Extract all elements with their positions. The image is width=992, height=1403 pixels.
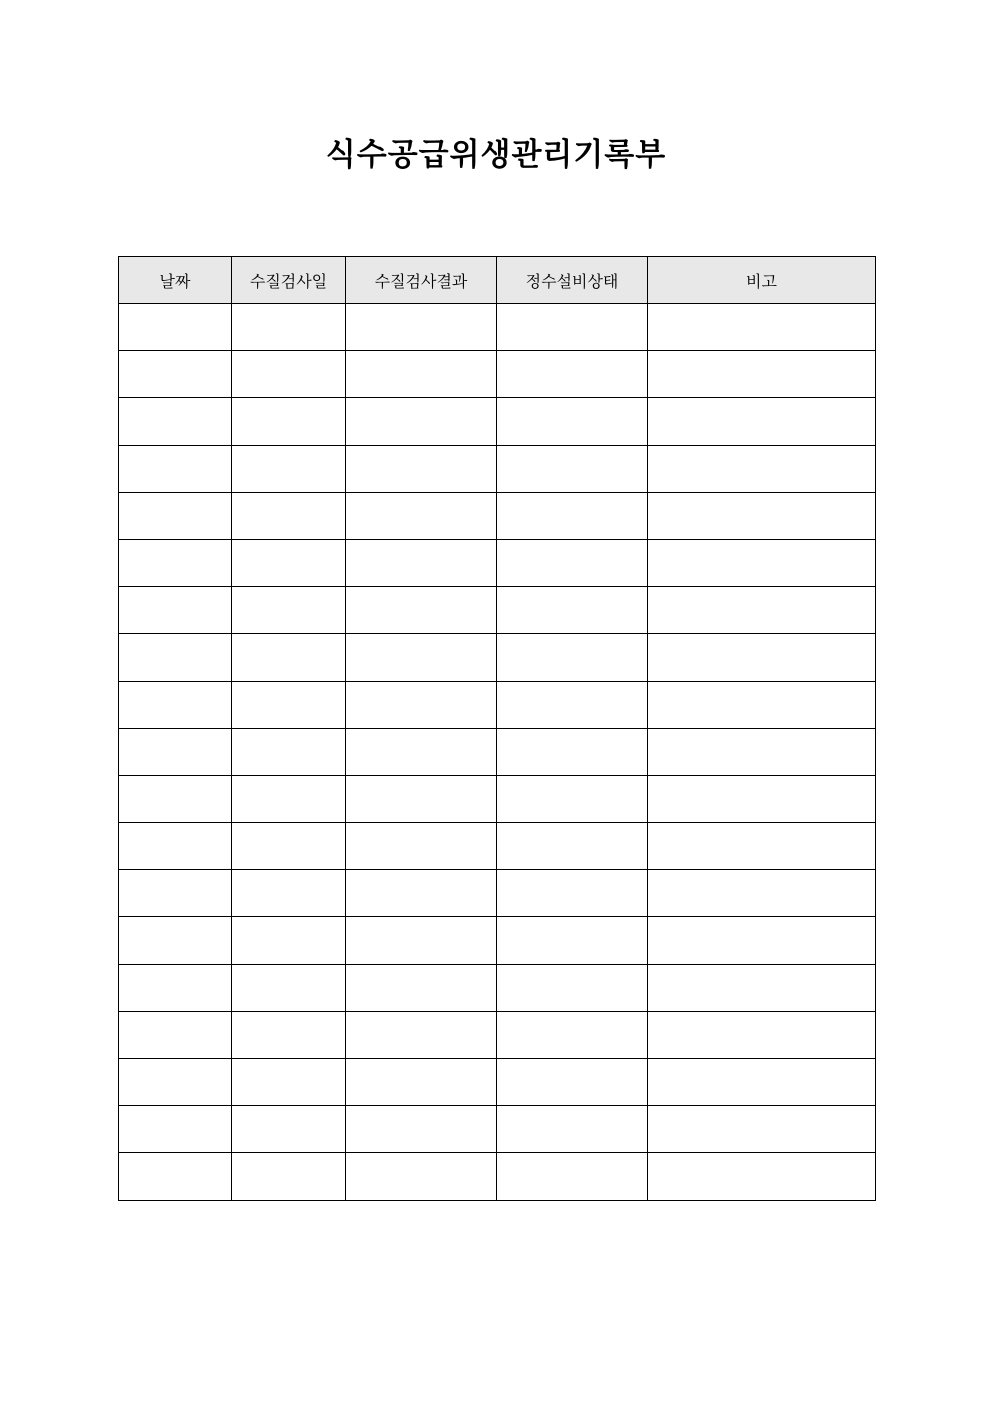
remarks-cell[interactable] [648,870,876,917]
date-cell[interactable] [119,823,232,870]
table-row [119,870,876,917]
date-cell[interactable] [119,870,232,917]
inspection-result-cell[interactable] [346,1153,497,1200]
purifier-status-cell[interactable] [497,492,648,539]
header-purifier-status: 정수설비상태 [497,257,648,304]
remarks-cell[interactable] [648,917,876,964]
inspection-result-cell[interactable] [346,1059,497,1106]
remarks-cell[interactable] [648,964,876,1011]
purifier-status-cell[interactable] [497,587,648,634]
table-row [119,728,876,775]
inspection-date-cell[interactable] [232,634,346,681]
table-body [119,304,876,1201]
purifier-status-cell[interactable] [497,304,648,351]
remarks-cell[interactable] [648,823,876,870]
inspection-result-cell[interactable] [346,775,497,822]
table-header [119,257,876,304]
remarks-cell[interactable] [648,775,876,822]
remarks-cell[interactable] [648,1153,876,1200]
inspection-date-cell[interactable] [232,1059,346,1106]
date-cell[interactable] [119,775,232,822]
table-row [119,964,876,1011]
purifier-status-cell[interactable] [497,728,648,775]
date-cell[interactable] [119,398,232,445]
inspection-result-cell[interactable] [346,917,497,964]
inspection-result-cell[interactable] [346,1011,497,1058]
header-inspection-result: 수질검사결과 [346,257,497,304]
inspection-date-cell[interactable] [232,398,346,445]
remarks-cell[interactable] [648,634,876,681]
date-cell[interactable] [119,304,232,351]
purifier-status-cell[interactable] [497,1011,648,1058]
purifier-status-cell[interactable] [497,775,648,822]
inspection-result-cell[interactable] [346,870,497,917]
table-row [119,445,876,492]
inspection-date-cell[interactable] [232,445,346,492]
inspection-result-cell[interactable] [346,681,497,728]
inspection-date-cell[interactable] [232,587,346,634]
inspection-date-cell[interactable] [232,492,346,539]
date-cell[interactable] [119,964,232,1011]
table-row [119,539,876,586]
table-row [119,1106,876,1153]
table-row [119,681,876,728]
table-row [119,398,876,445]
table-row [119,1011,876,1058]
inspection-date-cell[interactable] [232,1153,346,1200]
inspection-result-cell[interactable] [346,492,497,539]
inspection-date-cell[interactable] [232,964,346,1011]
inspection-result-cell[interactable] [346,964,497,1011]
inspection-result-cell[interactable] [346,728,497,775]
purifier-status-cell[interactable] [497,539,648,586]
purifier-status-cell[interactable] [497,1153,648,1200]
inspection-date-cell[interactable] [232,870,346,917]
purifier-status-cell[interactable] [497,823,648,870]
remarks-cell[interactable] [648,351,876,398]
table-row [119,1059,876,1106]
table-row [119,1153,876,1200]
table-row [119,351,876,398]
date-cell[interactable] [119,1106,232,1153]
purifier-status-cell[interactable] [497,870,648,917]
inspection-date-cell[interactable] [232,728,346,775]
table-row [119,587,876,634]
inspection-result-cell[interactable] [346,539,497,586]
header-date: 날짜 [119,257,232,304]
inspection-date-cell[interactable] [232,681,346,728]
remarks-cell[interactable] [648,728,876,775]
record-table [118,256,876,1201]
inspection-result-cell[interactable] [346,634,497,681]
date-cell[interactable] [119,681,232,728]
inspection-result-cell[interactable] [346,304,497,351]
date-cell[interactable] [119,1011,232,1058]
header-remarks: 비고 [648,257,876,304]
remarks-cell[interactable] [648,587,876,634]
table-row [119,304,876,351]
date-cell[interactable] [119,917,232,964]
remarks-cell[interactable] [648,681,876,728]
purifier-status-cell[interactable] [497,634,648,681]
date-cell[interactable] [119,587,232,634]
inspection-date-cell[interactable] [232,775,346,822]
table-row [119,634,876,681]
inspection-date-cell[interactable] [232,823,346,870]
remarks-cell[interactable] [648,539,876,586]
date-cell[interactable] [119,634,232,681]
inspection-result-cell[interactable] [346,445,497,492]
purifier-status-cell[interactable] [497,445,648,492]
remarks-cell[interactable] [648,445,876,492]
table-row [119,823,876,870]
date-cell[interactable] [119,539,232,586]
remarks-cell[interactable] [648,398,876,445]
remarks-cell[interactable] [648,1059,876,1106]
remarks-cell[interactable] [648,492,876,539]
inspection-result-cell[interactable] [346,587,497,634]
purifier-status-cell[interactable] [497,964,648,1011]
header-inspection-date: 수질검사일 [232,257,346,304]
inspection-result-cell[interactable] [346,398,497,445]
table-row [119,917,876,964]
table-row [119,492,876,539]
page-title: 식수공급위생관리기록부 [325,137,667,173]
inspection-result-cell[interactable] [346,823,497,870]
date-cell[interactable] [119,1059,232,1106]
purifier-status-cell[interactable] [497,681,648,728]
inspection-date-cell[interactable] [232,1106,346,1153]
purifier-status-cell[interactable] [497,917,648,964]
date-cell[interactable] [119,728,232,775]
inspection-date-cell[interactable] [232,304,346,351]
remarks-cell[interactable] [648,1011,876,1058]
inspection-result-cell[interactable] [346,1106,497,1153]
date-cell[interactable] [119,445,232,492]
inspection-date-cell[interactable] [232,917,346,964]
inspection-date-cell[interactable] [232,351,346,398]
date-cell[interactable] [119,351,232,398]
purifier-status-cell[interactable] [497,1059,648,1106]
inspection-result-cell[interactable] [346,351,497,398]
table-row [119,775,876,822]
date-cell[interactable] [119,1153,232,1200]
inspection-date-cell[interactable] [232,1011,346,1058]
purifier-status-cell[interactable] [497,398,648,445]
remarks-cell[interactable] [648,1106,876,1153]
header-row [119,257,876,304]
date-cell[interactable] [119,492,232,539]
purifier-status-cell[interactable] [497,351,648,398]
remarks-cell[interactable] [648,304,876,351]
purifier-status-cell[interactable] [497,1106,648,1153]
inspection-date-cell[interactable] [232,539,346,586]
